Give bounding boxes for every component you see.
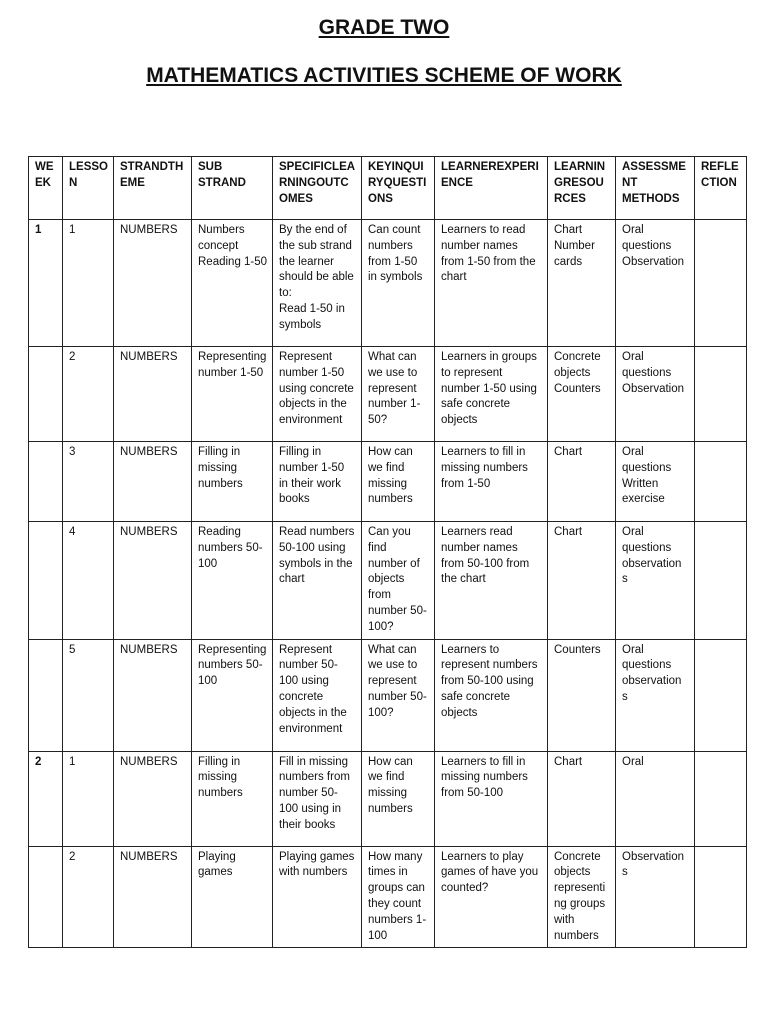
table-row: [29, 639, 747, 751]
cell-week: 1: [29, 220, 63, 347]
cell-line: number 1-50: [279, 461, 345, 474]
cell-key-inquiry-questions: [362, 347, 435, 442]
cell-reflection: [695, 442, 747, 522]
cell-line: from 50-100: [441, 787, 504, 800]
cell-line: Playing games: [279, 850, 355, 863]
cell-week: 2: [29, 751, 63, 846]
cell-line: chart: [441, 271, 467, 284]
cell-line: chart: [279, 573, 305, 586]
cell-line: with numbers: [279, 866, 348, 879]
cell-line: Counters: [554, 643, 601, 656]
cell-line: number 50-: [279, 787, 338, 800]
cell-line: objects: [554, 366, 591, 379]
cell-line: What can: [368, 351, 417, 363]
cell-line: from: [368, 589, 391, 602]
cell-line: OUTCOMES: [279, 176, 349, 205]
cell-line: numbers: [198, 787, 243, 800]
cell-line: environment: [279, 414, 343, 427]
cell-line: number 50-: [279, 659, 338, 672]
cell-line: number names: [441, 541, 518, 554]
cell-line: ES: [570, 192, 586, 205]
cell-line: missing: [368, 477, 407, 490]
cell-assessment-methods: [616, 846, 695, 948]
cell-line: 100 using in: [279, 802, 342, 815]
cell-line: Chart: [554, 446, 583, 458]
cell-line: number 50-: [368, 690, 427, 703]
cell-line: using concrete: [279, 382, 354, 395]
cell-line: missing numbers: [441, 461, 528, 474]
cell-line: Learners to fill in: [441, 755, 526, 768]
cell-learner-experience: [435, 347, 548, 442]
cell-key-inquiry-questions: [362, 522, 435, 640]
cell-line: observation: [622, 675, 682, 688]
cell-line: Written: [622, 477, 659, 490]
cell-line: 50?: [368, 414, 388, 427]
cell-strand-theme: NUMBERS: [114, 442, 192, 522]
cell-line: How can: [368, 446, 413, 458]
cell-line: LEARNER: [441, 161, 497, 173]
cell-line: questions: [622, 659, 672, 672]
cell-line: missing: [198, 461, 237, 474]
cell-line: 100: [368, 929, 388, 942]
cell-learning-resources: [548, 846, 616, 948]
cell-line: Filling in: [279, 446, 322, 458]
cell-assessment-methods: [616, 639, 695, 751]
table-row: [29, 846, 747, 948]
cell-reflection: [695, 220, 747, 347]
cell-line: missing numbers: [441, 771, 528, 784]
cell-sub-strand: [192, 751, 273, 846]
cell-learning-resources: [548, 522, 616, 640]
cell-line: from 1-50: [368, 255, 418, 268]
cell-sub-strand: [192, 522, 273, 640]
cell-sub-strand: [192, 220, 273, 347]
cell-line: Oral: [622, 755, 644, 768]
cell-line: questions: [622, 366, 672, 379]
cell-line: Read 1-50 in: [279, 302, 345, 315]
cell-line: the learner: [279, 255, 334, 268]
header-assessment-methods: [616, 157, 695, 220]
cell-line: Fill in missing: [279, 755, 349, 768]
cell-line: LESSO: [69, 161, 108, 173]
cell-learning-resources: [548, 442, 616, 522]
cell-line: Learners in groups: [441, 351, 537, 363]
cell-week: [29, 639, 63, 751]
cell-line: symbols: [279, 318, 322, 331]
cell-assessment-methods: [616, 442, 695, 522]
cell-specific-learning-outcomes: [273, 442, 362, 522]
document-title: GRADE TWO: [318, 16, 450, 39]
cell-line: from 1-50 from the: [441, 255, 536, 268]
cell-line: Learners read: [441, 526, 513, 538]
cell-line: ng groups: [554, 897, 606, 910]
cell-learner-experience: [435, 751, 548, 846]
cell-line: KEY: [368, 161, 392, 173]
cell-sub-strand: [192, 639, 273, 751]
cell-line: represent numbers: [441, 659, 538, 672]
cell-line: ASSESSMEN: [622, 161, 686, 189]
cell-line: Chart: [554, 224, 583, 236]
cell-line: LEARNING: [554, 161, 606, 189]
cell-line: numbers 50-: [198, 541, 263, 554]
cell-line: Chart: [554, 755, 583, 768]
cell-line: By the end of: [279, 224, 347, 236]
cell-line: in their work: [279, 477, 341, 490]
cell-line: find: [368, 541, 387, 554]
cell-reflection: [695, 846, 747, 948]
cell-line: numbers: [368, 802, 413, 815]
table-header: [29, 157, 747, 220]
cell-line: objects in the: [279, 398, 347, 411]
cell-learner-experience: [435, 220, 548, 347]
cell-line: How can: [368, 755, 413, 768]
cell-line: SUB STRAND: [198, 161, 246, 189]
cell-line: objects in the: [279, 706, 347, 719]
cell-line: Oral: [622, 643, 644, 656]
cell-line: 100 using: [279, 675, 329, 688]
cell-line: numbers 1-: [368, 913, 427, 926]
cell-key-inquiry-questions: [362, 639, 435, 751]
cell-line: Number: [554, 239, 595, 252]
cell-line: Representing: [198, 351, 267, 363]
table-row: [29, 220, 747, 347]
cell-line: Observation: [622, 850, 685, 863]
cell-line: Reading: [198, 526, 241, 538]
cell-line: environment: [279, 722, 343, 735]
cell-line: numbers: [368, 239, 413, 252]
cell-line: Numbers: [198, 224, 245, 236]
cell-line: numbers: [198, 477, 243, 490]
cell-assessment-methods: [616, 347, 695, 442]
cell-line: Oral: [622, 224, 644, 236]
cell-line: TION: [709, 176, 737, 189]
cell-line: LEARNING: [279, 161, 356, 189]
cell-specific-learning-outcomes: [273, 220, 362, 347]
cell-lesson: 2: [63, 846, 114, 948]
cell-line: from 50-100 from: [441, 557, 530, 570]
cell-line: missing: [198, 771, 237, 784]
cell-assessment-methods: [616, 522, 695, 640]
cell-key-inquiry-questions: [362, 442, 435, 522]
cell-line: How many: [368, 850, 423, 863]
cell-line: in symbols: [368, 271, 423, 284]
table-row: [29, 347, 747, 442]
cell-specific-learning-outcomes: [273, 846, 362, 948]
cell-line: What can: [368, 643, 417, 656]
cell-sub-strand: [192, 442, 273, 522]
cell-week: [29, 442, 63, 522]
cell-line: their books: [279, 818, 336, 831]
cell-line: concrete: [279, 690, 324, 703]
cell-line: STRAND: [120, 161, 168, 173]
header-reflection: [695, 157, 747, 220]
cell-lesson: 1: [63, 220, 114, 347]
cell-line: to represent: [441, 366, 503, 379]
cell-line: Oral: [622, 351, 644, 363]
cell-line: counted?: [441, 882, 489, 895]
cell-specific-learning-outcomes: [273, 639, 362, 751]
cell-line: Learners to: [441, 643, 500, 656]
cell-line: symbols in the: [279, 557, 353, 570]
cell-line: number 1-50: [198, 366, 264, 379]
cell-line: Can you: [368, 526, 411, 538]
cell-sub-strand: [192, 347, 273, 442]
cell-line: books: [279, 493, 310, 506]
cell-key-inquiry-questions: [362, 220, 435, 347]
cell-line: 100: [198, 675, 218, 688]
table-row: [29, 522, 747, 640]
cell-sub-strand: [192, 846, 273, 948]
cell-line: number 1-: [368, 398, 421, 411]
header-lesson: [63, 157, 114, 220]
cell-strand-theme: NUMBERS: [114, 846, 192, 948]
cell-line: 100?: [368, 706, 394, 719]
cell-lesson: 1: [63, 751, 114, 846]
cell-line: 100?: [368, 620, 394, 633]
cell-line: Observation: [622, 382, 685, 395]
table-body: [29, 220, 747, 948]
cell-line: S: [385, 192, 393, 205]
table-row: [29, 442, 747, 522]
cell-line: objects: [441, 414, 478, 427]
cell-line: numbers 50-: [198, 659, 263, 672]
cell-line: T METHODS: [622, 176, 680, 205]
header-week: [29, 157, 63, 220]
cell-line: Filling in: [198, 755, 241, 768]
cell-line: SPECIFIC: [279, 161, 333, 173]
cell-line: cards: [554, 255, 583, 268]
cell-line: from 50-100 using: [441, 675, 534, 688]
cell-line: Oral: [622, 446, 644, 458]
cell-line: number of: [368, 557, 420, 570]
header-strand-theme: [114, 157, 192, 220]
cell-line: exercise: [622, 493, 665, 506]
cell-line: QUESTION: [368, 176, 427, 205]
cell-line: Learners to play: [441, 850, 524, 863]
cell-line: from 1-50: [441, 477, 491, 490]
cell-line: numbers: [368, 493, 413, 506]
cell-specific-learning-outcomes: [273, 347, 362, 442]
cell-key-inquiry-questions: [362, 751, 435, 846]
cell-learner-experience: [435, 639, 548, 751]
cell-line: Concrete: [554, 850, 601, 863]
cell-line: number 1-50: [279, 366, 345, 379]
cell-line: RESOURC: [554, 176, 604, 205]
cell-line: Chart: [554, 526, 583, 538]
cell-line: s: [622, 690, 628, 703]
cell-line: to:: [279, 287, 292, 300]
table-row: [29, 751, 747, 846]
cell-learning-resources: [548, 220, 616, 347]
cell-line: safe concrete: [441, 398, 511, 411]
cell-line: Counters: [554, 382, 601, 395]
cell-line: numbers from: [279, 771, 350, 784]
cell-line: they count: [368, 897, 422, 910]
cell-lesson: 3: [63, 442, 114, 522]
cell-strand-theme: NUMBERS: [114, 751, 192, 846]
cell-line: Learners to read: [441, 224, 526, 236]
cell-line: representi: [554, 882, 606, 895]
cell-line: INQUIRY: [368, 161, 424, 189]
cell-line: should be able: [279, 271, 354, 284]
header-learning-resources: [548, 157, 616, 220]
cell-learning-resources: [548, 639, 616, 751]
cell-line: Represent: [279, 351, 333, 363]
cell-line: safe concrete: [441, 690, 511, 703]
cell-reflection: [695, 347, 747, 442]
header-row: [29, 157, 747, 220]
cell-line: Represent: [279, 643, 333, 656]
cell-line: Oral: [622, 526, 644, 538]
cell-line: Read numbers: [279, 526, 355, 538]
cell-assessment-methods: [616, 220, 695, 347]
cell-assessment-methods: [616, 751, 695, 846]
cell-line: Playing: [198, 850, 236, 863]
cell-line: we find: [368, 461, 405, 474]
scheme-of-work-table: [28, 156, 747, 948]
header-learner-experience: [435, 157, 548, 220]
cell-learner-experience: [435, 846, 548, 948]
cell-line: objects: [554, 866, 591, 879]
cell-week: [29, 522, 63, 640]
cell-line: the sub strand: [279, 239, 352, 252]
cell-line: questions: [622, 239, 672, 252]
cell-line: EXPERIENCE: [441, 161, 539, 189]
cell-line: we use to: [368, 659, 418, 672]
cell-lesson: 4: [63, 522, 114, 640]
cell-line: represent: [368, 382, 417, 395]
cell-strand-theme: NUMBERS: [114, 347, 192, 442]
cell-line: 100: [198, 557, 218, 570]
cell-line: s: [622, 573, 628, 586]
cell-line: Observation: [622, 255, 685, 268]
cell-line: Reading 1-50: [198, 255, 268, 268]
cell-learning-resources: [548, 751, 616, 846]
cell-learner-experience: [435, 442, 548, 522]
cell-line: 50-100 using: [279, 541, 346, 554]
cell-line: number 1-50 using: [441, 382, 537, 395]
cell-strand-theme: NUMBERS: [114, 220, 192, 347]
cell-line: N: [69, 176, 78, 189]
header-sub-strand: [192, 157, 273, 220]
cell-line: Filling in: [198, 446, 241, 458]
cell-line: number 50-: [368, 604, 427, 617]
cell-line: questions: [622, 541, 672, 554]
cell-line: the chart: [441, 573, 486, 586]
cell-specific-learning-outcomes: [273, 522, 362, 640]
cell-line: games: [198, 866, 233, 879]
cell-key-inquiry-questions: [362, 846, 435, 948]
cell-line: THEME: [120, 161, 184, 189]
cell-line: missing: [368, 787, 407, 800]
cell-reflection: [695, 751, 747, 846]
cell-week: [29, 846, 63, 948]
cell-line: we use to: [368, 366, 418, 379]
cell-strand-theme: NUMBERS: [114, 639, 192, 751]
cell-line: Learners to fill in: [441, 446, 526, 458]
cell-line: Can count: [368, 224, 421, 236]
cell-learning-resources: [548, 347, 616, 442]
cell-line: observation: [622, 557, 682, 570]
cell-line: games of have you: [441, 866, 539, 879]
cell-line: we find: [368, 771, 405, 784]
cell-lesson: 2: [63, 347, 114, 442]
cell-line: objects: [441, 706, 478, 719]
cell-line: s: [622, 866, 628, 879]
document-subtitle: MATHEMATICS ACTIVITIES SCHEME OF WORK: [146, 64, 622, 87]
cell-line: numbers: [554, 929, 599, 942]
cell-line: times in: [368, 866, 408, 879]
cell-line: objects: [368, 573, 405, 586]
cell-lesson: 5: [63, 639, 114, 751]
cell-week: [29, 347, 63, 442]
cell-line: questions: [622, 461, 672, 474]
cell-line: with: [554, 913, 575, 926]
cell-specific-learning-outcomes: [273, 751, 362, 846]
cell-reflection: [695, 522, 747, 640]
header-key-inquiry-questions: [362, 157, 435, 220]
cell-line: Representing: [198, 643, 267, 656]
cell-reflection: [695, 639, 747, 751]
cell-line: REFLEC: [701, 161, 739, 189]
cell-line: groups can: [368, 882, 425, 895]
header-specific-learning-outcomes: [273, 157, 362, 220]
cell-line: Concrete: [554, 351, 601, 363]
cell-line: number names: [441, 239, 518, 252]
cell-learner-experience: [435, 522, 548, 640]
cell-line: concept: [198, 239, 239, 252]
cell-line: represent: [368, 675, 417, 688]
cell-line: WE: [35, 161, 54, 173]
cell-line: EK: [35, 176, 51, 189]
cell-strand-theme: NUMBERS: [114, 522, 192, 640]
